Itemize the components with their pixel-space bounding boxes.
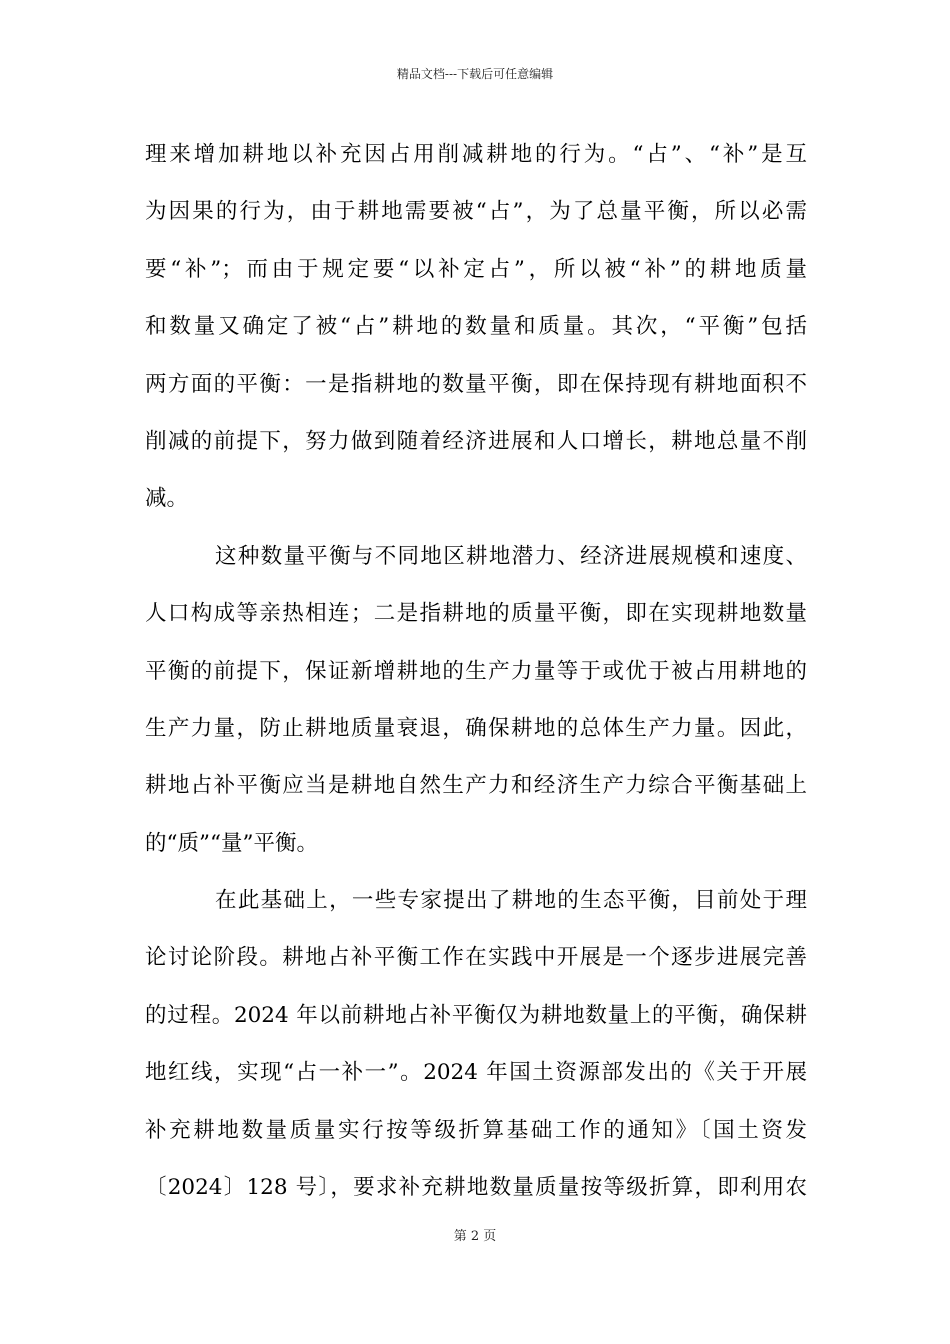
paragraph-1: [145, 126, 807, 528]
paragraph-2: [145, 528, 807, 872]
text-line: 的“质”“量”平衡。: [145, 830, 318, 856]
text-line: 平衡的前提下，保证新增耕地的生产力量等于或优于被占用耕地的: [145, 658, 807, 684]
page-header: 精品文档---下载后可任意编辑: [396, 67, 554, 81]
text-line: 的过程。2024 年以前耕地占补平衡仅为耕地数量上的平衡，确保耕: [145, 1002, 807, 1028]
text-line: 为因果的行为，由于耕地需要被“占”，为了总量平衡，所以必需: [145, 199, 807, 225]
text-line: 论讨论阶段。耕地占补平衡工作在实践中开展是一个逐步进展完善: [145, 945, 807, 971]
paragraph-3: [145, 872, 807, 1216]
text-line: 生产力量，防止耕地质量衰退，确保耕地的总体生产力量。因此，: [145, 715, 807, 741]
document-body: [145, 126, 807, 1216]
text-line: 这种数量平衡与不同地区耕地潜力、经济进展规模和速度、: [215, 543, 807, 569]
text-line: 人口构成等亲热相连；二是指耕地的质量平衡，即在实现耕地数量: [145, 601, 807, 627]
text-line: 两方面的平衡：一是指耕地的数量平衡，即在保持现有耕地面积不: [145, 371, 807, 397]
text-line: 理来增加耕地以补充因占用削减耕地的行为。“占”、“补”是互: [145, 142, 807, 167]
text-line: 减。: [145, 486, 189, 512]
text-line: 要“补”；而由于规定要“以补定占”，所以被“补”的耕地质量: [145, 256, 807, 282]
text-line: 削减的前提下，努力做到随着经济进展和人口增长，耕地总量不削: [145, 428, 807, 454]
text-line: 和数量又确定了被“占”耕地的数量和质量。其次，“平衡”包括: [145, 314, 807, 340]
text-line: 地红线，实现“占一补一”。2024 年国土资源部发出的《关于开展: [145, 1060, 807, 1086]
text-line: 在此基础上，一些专家提出了耕地的生态平衡，目前处于理: [215, 888, 807, 914]
text-line: 〔2024〕128 号〕，要求补充耕地数量质量按等级折算，即利用农: [145, 1175, 807, 1201]
text-line: 补充耕地数量质量实行按等级折算基础工作的通知》〔国土资发: [145, 1117, 807, 1143]
page-number: 第 2 页: [453, 1229, 497, 1244]
text-line: 耕地占补平衡应当是耕地自然生产力和经济生产力综合平衡基础上: [145, 773, 807, 799]
